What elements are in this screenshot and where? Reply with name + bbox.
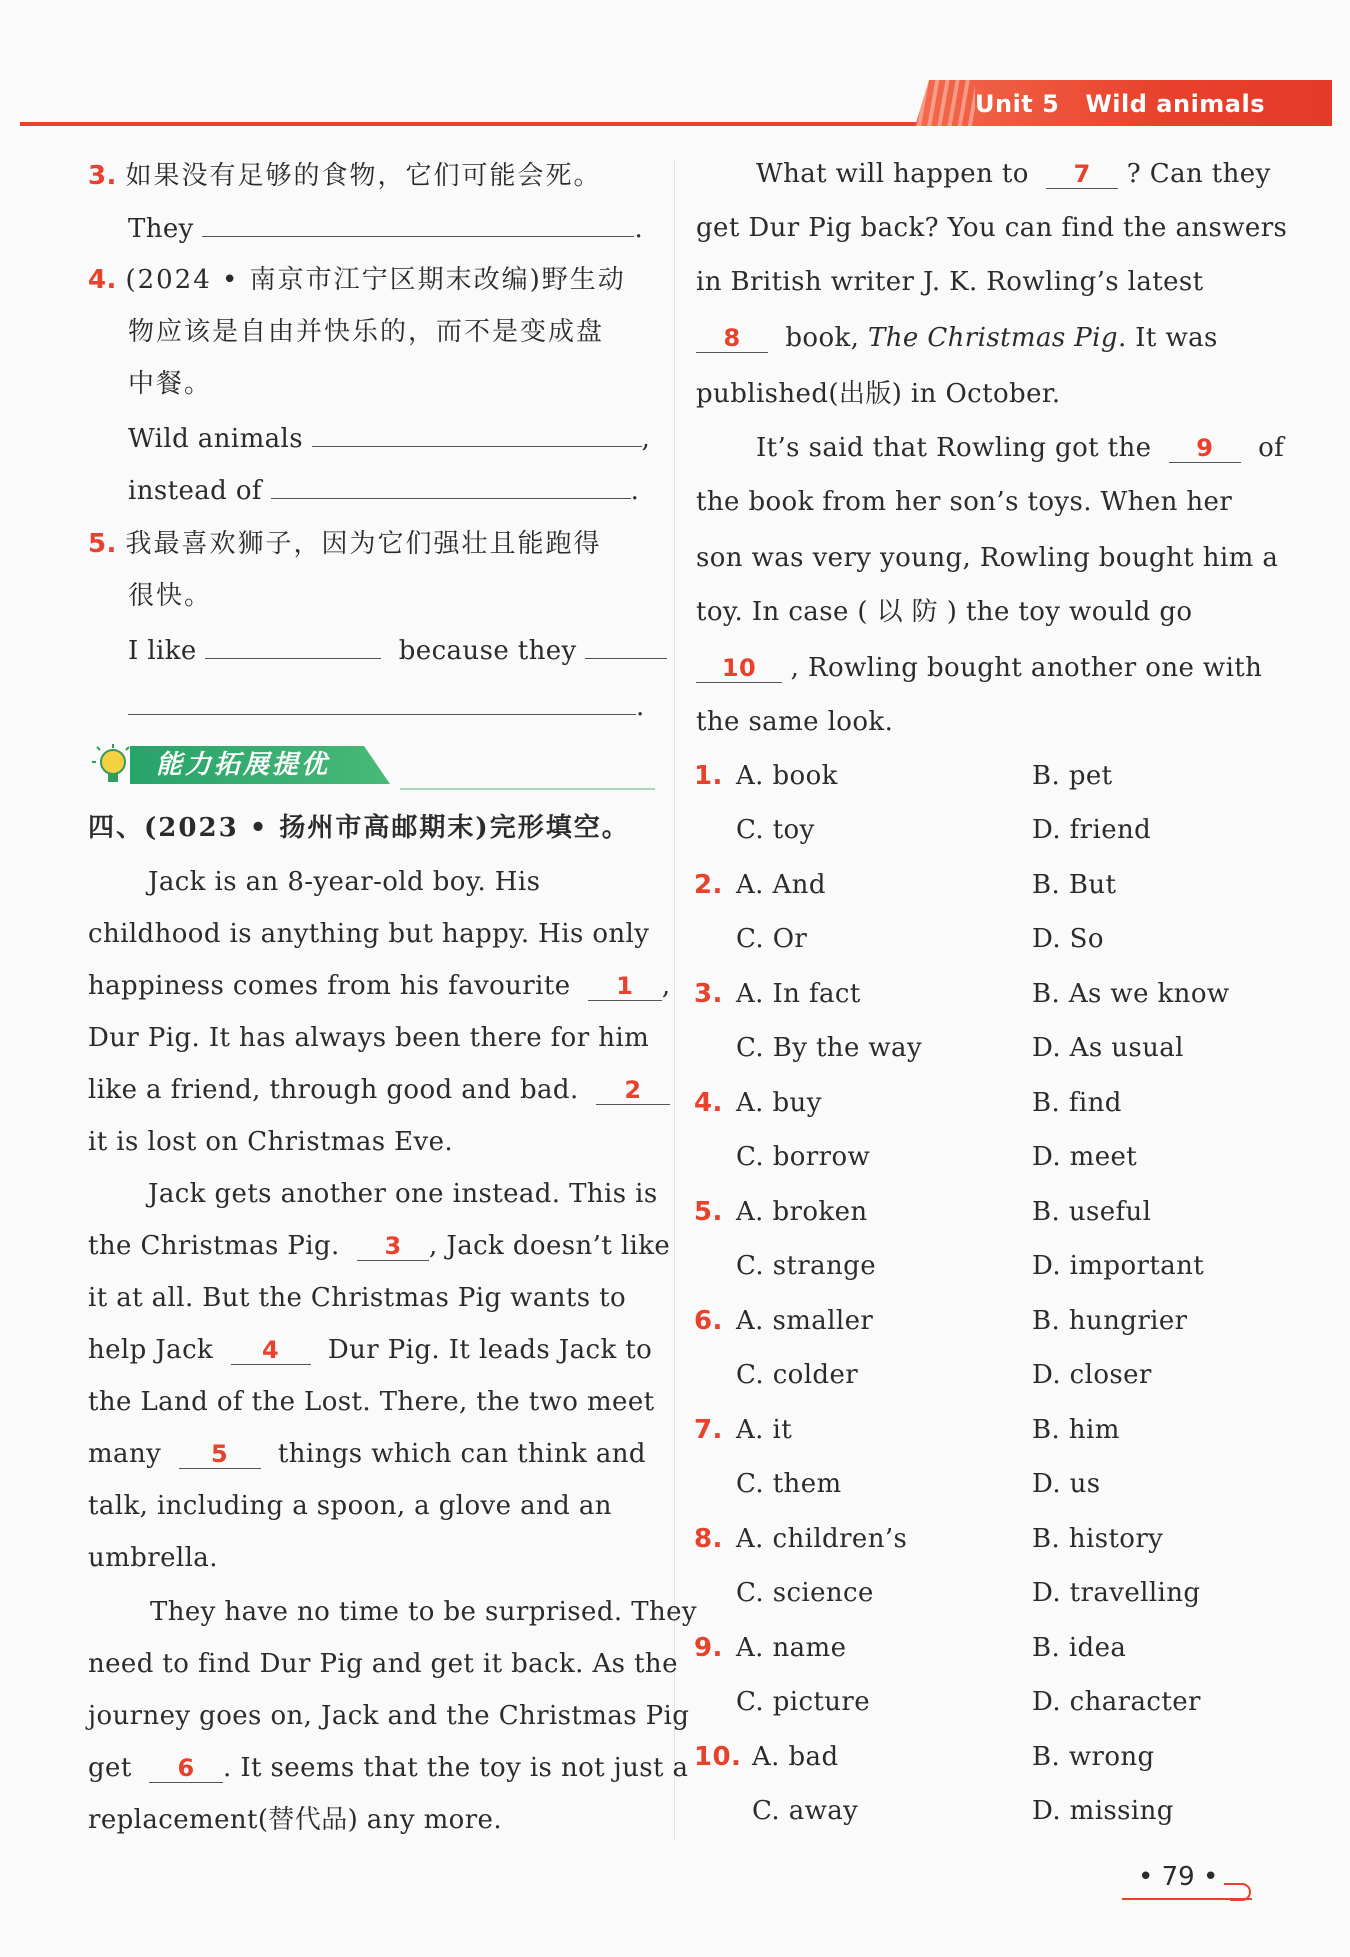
passage-r-line-2: get Dur Pig back? You can find the answers (696, 213, 1288, 243)
passage-line-13: talk, including a spoon, a glove and an (88, 1491, 612, 1521)
q5-prompt-2: 很快。 (128, 581, 213, 611)
passage-r-line-5: published(出版) in October. (696, 379, 1061, 409)
option-b[interactable]: B. hungrier (1032, 1306, 1188, 1336)
passage-line-7: Jack gets another one instead. This is (148, 1179, 658, 1209)
q3-prompt: 3. 如果没有足够的食物，它们可能会死。 (88, 161, 602, 191)
q5-blank-2[interactable] (585, 632, 667, 659)
option-c[interactable]: C. strange (736, 1251, 876, 1281)
option-d[interactable]: D. closer (1032, 1360, 1152, 1390)
option-d[interactable]: D. travelling (1032, 1578, 1201, 1608)
option-d[interactable]: D. missing (1032, 1796, 1174, 1826)
option-c[interactable]: C. them (736, 1469, 842, 1499)
passage-line-14: umbrella. (88, 1543, 218, 1573)
q5-answer-line-2: . (128, 688, 645, 725)
lightbulb-icon (90, 742, 136, 788)
passage-r-line-9: toy. In case ( 以 防 ) the toy would go (696, 597, 1193, 627)
option-number: 6. (694, 1306, 723, 1336)
passage-r-line-8: son was very young, Rowling bought him a (696, 543, 1279, 573)
option-a[interactable]: A. In fact (736, 979, 861, 1009)
blank-10[interactable]: 10 (696, 654, 782, 683)
option-number: 10. (694, 1742, 742, 1772)
option-d[interactable]: D. So (1032, 924, 1104, 954)
arrow-curve-icon (1222, 1876, 1254, 1904)
option-a[interactable]: A. smaller (736, 1306, 874, 1336)
passage-line-6: it is lost on Christmas Eve. (88, 1127, 454, 1157)
page-number: • 79 • (1138, 1862, 1219, 1892)
passage-line-3: happiness comes from his favourite 1 , (88, 971, 671, 1001)
q4-blank-2[interactable] (271, 472, 631, 499)
option-a[interactable]: A. bad (752, 1742, 839, 1772)
unit-label: Unit 5 (975, 90, 1060, 118)
q3-answer-line: They . (128, 210, 643, 247)
passage-line-2: childhood is anything but happy. His only (88, 919, 650, 949)
unit-topic: Wild animals (1085, 90, 1266, 118)
option-c[interactable]: C. colder (736, 1360, 859, 1390)
option-d[interactable]: D. friend (1032, 815, 1152, 845)
passage-line-16: need to find Dur Pig and get it back. As the (88, 1649, 678, 1679)
q4-answer-line-1: Wild animals , (128, 420, 650, 457)
blank-1[interactable]: 1 (588, 972, 662, 1001)
option-c[interactable]: C. picture (736, 1687, 871, 1717)
passage-line-17: journey goes on, Jack and the Christmas Pig (88, 1701, 690, 1731)
option-number: 3. (694, 979, 723, 1009)
option-d[interactable]: D. meet (1032, 1142, 1138, 1172)
q4-blank-1[interactable] (312, 420, 642, 447)
q4-prompt-2: 物应该是自由并快乐的，而不是变成盘 (128, 317, 605, 347)
option-b[interactable]: B. find (1032, 1088, 1122, 1118)
unit-title (975, 86, 1265, 122)
passage-line-12: many 5 things which can think and (88, 1439, 646, 1469)
passage-line-1: Jack is an 8-year-old boy. His (148, 867, 541, 897)
option-number: 7. (694, 1415, 723, 1445)
option-b[interactable]: B. pet (1032, 761, 1113, 791)
passage-line-18: get 6 . It seems that the toy is not just a (88, 1753, 689, 1783)
blank-9[interactable]: 9 (1169, 434, 1241, 463)
option-number: 4. (694, 1088, 723, 1118)
passage-line-9: it at all. But the Christmas Pig wants to (88, 1283, 627, 1313)
passage-r-line-11: the same look. (696, 707, 894, 737)
option-number: 5. (694, 1197, 723, 1227)
section-title: 四、(2023 • 扬州市高邮期末)完形填空。 (88, 813, 630, 843)
blank-5[interactable]: 5 (179, 1440, 261, 1469)
passage-r-line-6: It’s said that Rowling got the 9 of (756, 433, 1285, 463)
blank-8[interactable]: 8 (696, 324, 768, 353)
option-c[interactable]: C. toy (736, 815, 815, 845)
passage-line-19: replacement(替代品) any more. (88, 1805, 502, 1835)
blank-4[interactable]: 4 (231, 1336, 311, 1365)
option-b[interactable]: B. As we know (1032, 979, 1230, 1009)
option-number: 2. (694, 870, 723, 900)
option-a[interactable]: A. book (736, 761, 838, 791)
option-b[interactable]: B. history (1032, 1524, 1164, 1554)
q4-prompt-1: 4. (2024 • 南京市江宁区期末改编)野生动 (88, 265, 626, 295)
option-a[interactable]: A. broken (736, 1197, 868, 1227)
column-divider (674, 160, 675, 1840)
q5-blank-3[interactable] (128, 688, 636, 715)
option-b[interactable]: B. But (1032, 870, 1117, 900)
passage-line-11: the Land of the Lost. There, the two meet (88, 1387, 655, 1417)
option-d[interactable]: D. character (1032, 1687, 1201, 1717)
passage-line-4: Dur Pig. It has always been there for him (88, 1023, 650, 1053)
passage-r-line-1: What will happen to 7 ? Can they (756, 159, 1271, 189)
option-number: 9. (694, 1633, 723, 1663)
option-b[interactable]: B. useful (1032, 1197, 1152, 1227)
option-c[interactable]: C. Or (736, 924, 808, 954)
passage-line-10: help Jack 4 Dur Pig. It leads Jack to (88, 1335, 653, 1365)
passage-r-line-10: 10 , Rowling bought another one with (696, 650, 1262, 686)
banner-text: 能力拓展提优 (156, 750, 331, 780)
q4-answer-line-2: instead of . (128, 472, 639, 509)
passage-r-line-3: in British writer J. K. Rowling’s latest (696, 267, 1204, 297)
option-a[interactable]: A. children’s (736, 1524, 908, 1554)
option-number: 1. (694, 761, 723, 791)
option-d[interactable]: D. us (1032, 1469, 1101, 1499)
passage-line-15: They have no time to be surprised. They (150, 1597, 697, 1627)
q5-answer-line-1: I like because they (128, 632, 667, 669)
option-a[interactable]: A. name (736, 1633, 847, 1663)
q5-blank-1[interactable] (205, 632, 381, 659)
passage-r-line-4: 8 book, The Christmas Pig. It was (696, 320, 1218, 356)
option-number: 8. (694, 1524, 723, 1554)
q5-prompt-1: 5. 我最喜欢狮子，因为它们强壮且能跑得 (88, 529, 602, 559)
option-d[interactable]: D. important (1032, 1251, 1205, 1281)
option-d[interactable]: D. As usual (1032, 1033, 1184, 1063)
option-a[interactable]: A. And (736, 870, 826, 900)
section-banner (90, 742, 400, 788)
q4-prompt-3: 中餐。 (128, 369, 213, 399)
blank-2[interactable]: 2 (596, 1076, 670, 1105)
banner-rule (400, 788, 655, 790)
option-c[interactable]: C. By the way (736, 1033, 923, 1063)
option-b[interactable]: B. idea (1032, 1633, 1127, 1663)
blank-3[interactable]: 3 (357, 1232, 429, 1261)
passage-line-5: like a friend, through good and bad. 2 (88, 1072, 670, 1108)
blank-7[interactable]: 7 (1046, 160, 1118, 189)
option-a[interactable]: A. it (736, 1415, 793, 1445)
option-c[interactable]: C. away (752, 1796, 859, 1826)
option-a[interactable]: A. buy (736, 1088, 822, 1118)
passage-r-line-7: the book from her son’s toys. When her (696, 487, 1233, 517)
passage-line-8: the Christmas Pig. 3 , Jack doesn’t like (88, 1231, 671, 1261)
option-b[interactable]: B. him (1032, 1415, 1120, 1445)
q3-blank[interactable] (202, 210, 634, 237)
blank-6[interactable]: 6 (149, 1754, 223, 1783)
option-c[interactable]: C. science (736, 1578, 874, 1608)
option-c[interactable]: C. borrow (736, 1142, 871, 1172)
option-b[interactable]: B. wrong (1032, 1742, 1155, 1772)
